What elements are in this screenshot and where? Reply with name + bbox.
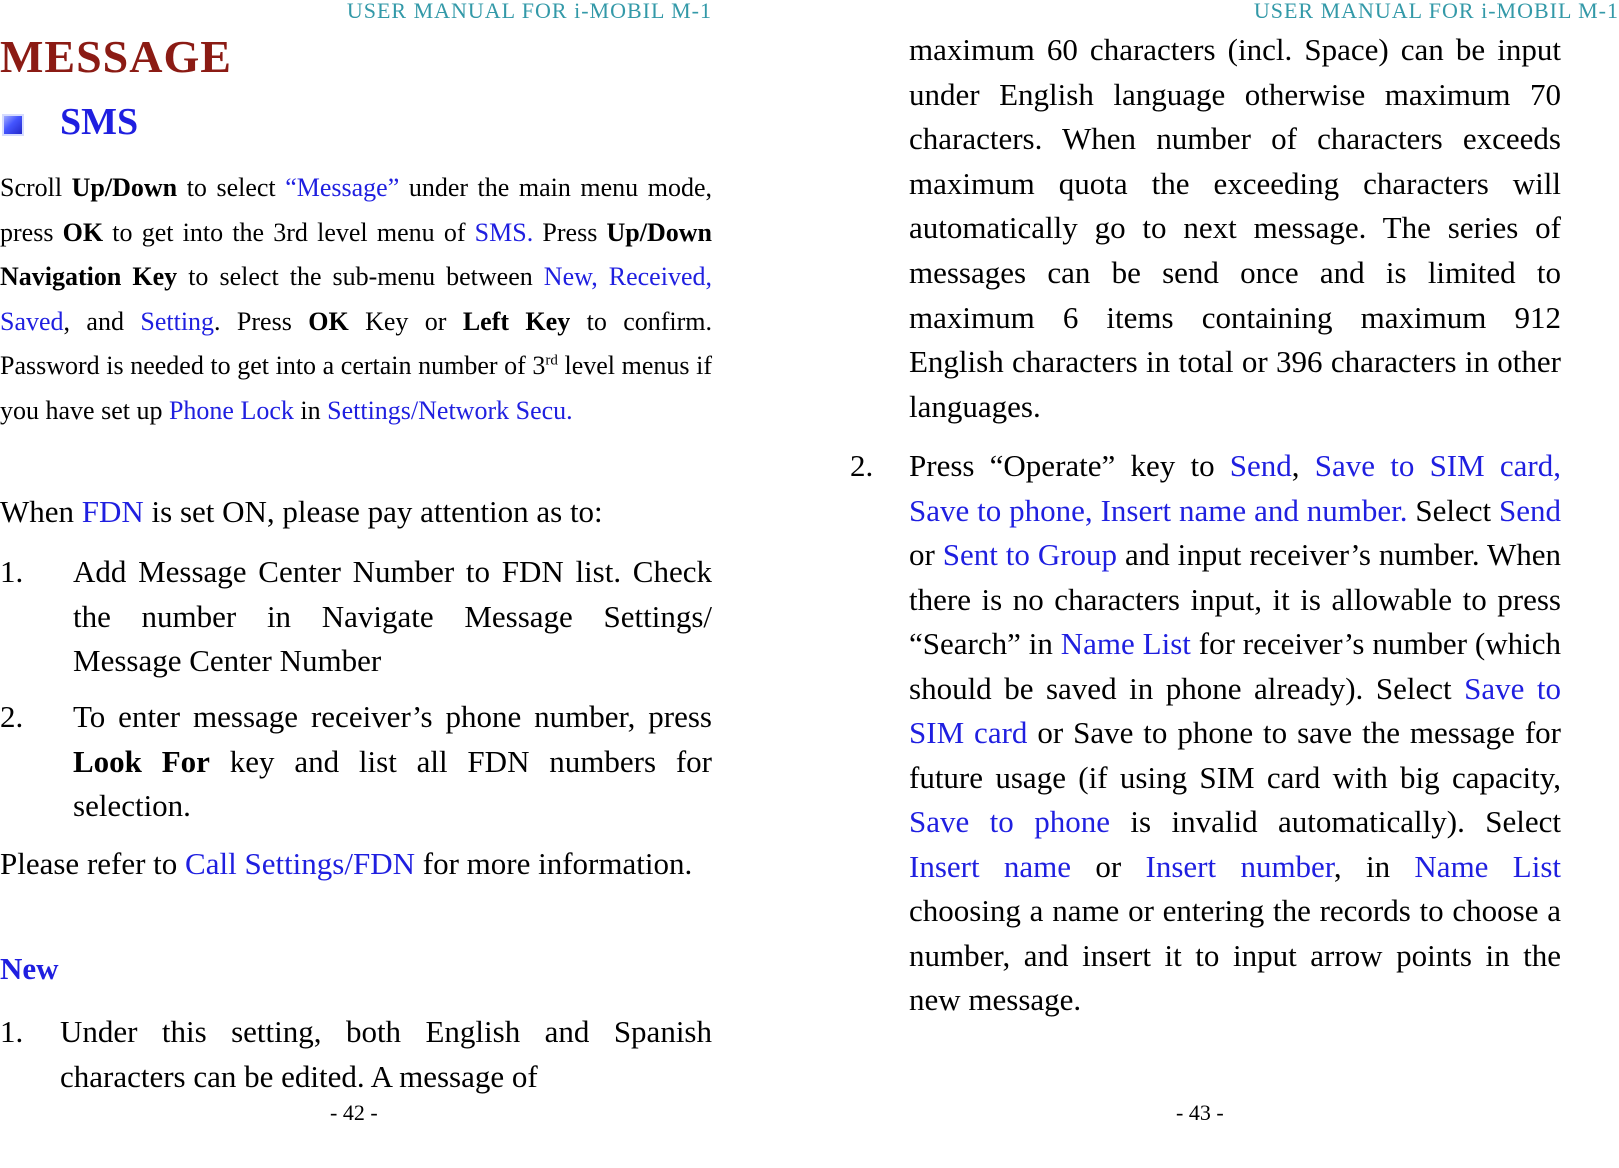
fdn-intro: When FDN is set ON, please pay attention as to: — [0, 494, 603, 529]
running-header: USER MANUAL FOR i-MOBIL M-1 — [1253, 0, 1619, 23]
fdn-list-item: 1. Add Message Center Number to FDN list. Check the number in Navigate Message Settings/ Message Center Number — [0, 554, 712, 678]
new-list-item: 1. Under this setting, both English and Spanish characters can be edited. A message of — [0, 1014, 712, 1094]
link-network-secu: Settings/Network Secu. — [327, 395, 573, 425]
link-sent-to-group: Sent to Group — [942, 537, 1118, 572]
section-title: SMS — [60, 101, 139, 143]
chapter-title: MESSAGE — [0, 31, 232, 82]
link-fdn: FDN — [81, 494, 144, 529]
running-header: USER MANUAL FOR i-MOBIL M-1 — [346, 0, 712, 23]
subsection-heading-new: New — [0, 951, 59, 986]
page-number: - 42 - — [330, 1100, 378, 1125]
right-page — [850, 0, 1619, 1168]
link-sms: SMS. — [474, 217, 534, 247]
link-submenus: New, Received, Saved — [0, 262, 712, 336]
link-message: “Message” — [285, 173, 400, 202]
page-number: - 43 - — [1176, 1100, 1224, 1125]
link-insert-number: Insert number — [1145, 848, 1334, 884]
link-phone-lock: Phone Lock — [168, 395, 294, 425]
section-bullet-icon — [2, 114, 24, 136]
link-send: Send — [1229, 448, 1292, 483]
link-name-list: Name List — [1060, 626, 1191, 661]
refer-paragraph: Please refer to Call Settings/FDN for more information. — [0, 846, 693, 881]
new-list-item: 2. Press “Operate” key to Send, Save to SIM card, Save to phone, Insert name and number. Select Send or Sent to Group and input receiver’s number. When there is no characters input, it is allowable to press “Search” in Name List for receiver’s number (which should be saved in phone already). Select Save to SIM card or Save to phone to save the message for future usage (if using SIM card with big capacity, Save to phone is invalid automatically). Select Insert name or Insert number, in Name List choosing a name or entering the records to choose a number, and insert it to input arrow points in the new message. — [850, 448, 1562, 1017]
link-save-options: Save to SIM card, Save to phone, Insert name and number. — [909, 448, 1561, 528]
link-save-to-sim: Save to SIM card — [909, 670, 1562, 750]
link-save-to-phone: Save to phone — [909, 804, 1110, 839]
intro-paragraph: Scroll Up/Down to select “Message” under the main menu mode, press OK to get into the 3rd level menu of SMS. Press Up/Down Navigation Key to select the sub-menu between New, Received, Saved, and Setting. Press OK Key or Left Key to confirm. Password is needed to get into a certain number of 3rd level menus if you have set up Phone Lock in Settings/Network Secu. — [0, 173, 713, 425]
link-setting: Setting — [140, 306, 215, 336]
left-page — [0, 0, 740, 1168]
link-send: Send — [1499, 492, 1562, 528]
fdn-list-item: 2. To enter message receiver’s phone number, press Look For key and list all FDN numbers for selection. — [0, 699, 712, 823]
link-insert-name: Insert name — [909, 848, 1072, 884]
link-name-list: Name List — [1414, 848, 1561, 884]
continuation-paragraph: maximum 60 characters (incl. Space) can be input under English language otherwise maximum 70 characters. When number of characters exceeds maximum quota the exceeding characters will automatically go to next message. The series of messages can be send once and is limited to maximum 6 items containing maximum 912 English characters in total or 396 characters in other languages. — [909, 32, 1561, 424]
link-call-settings-fdn: Call Settings/FDN — [185, 846, 415, 881]
